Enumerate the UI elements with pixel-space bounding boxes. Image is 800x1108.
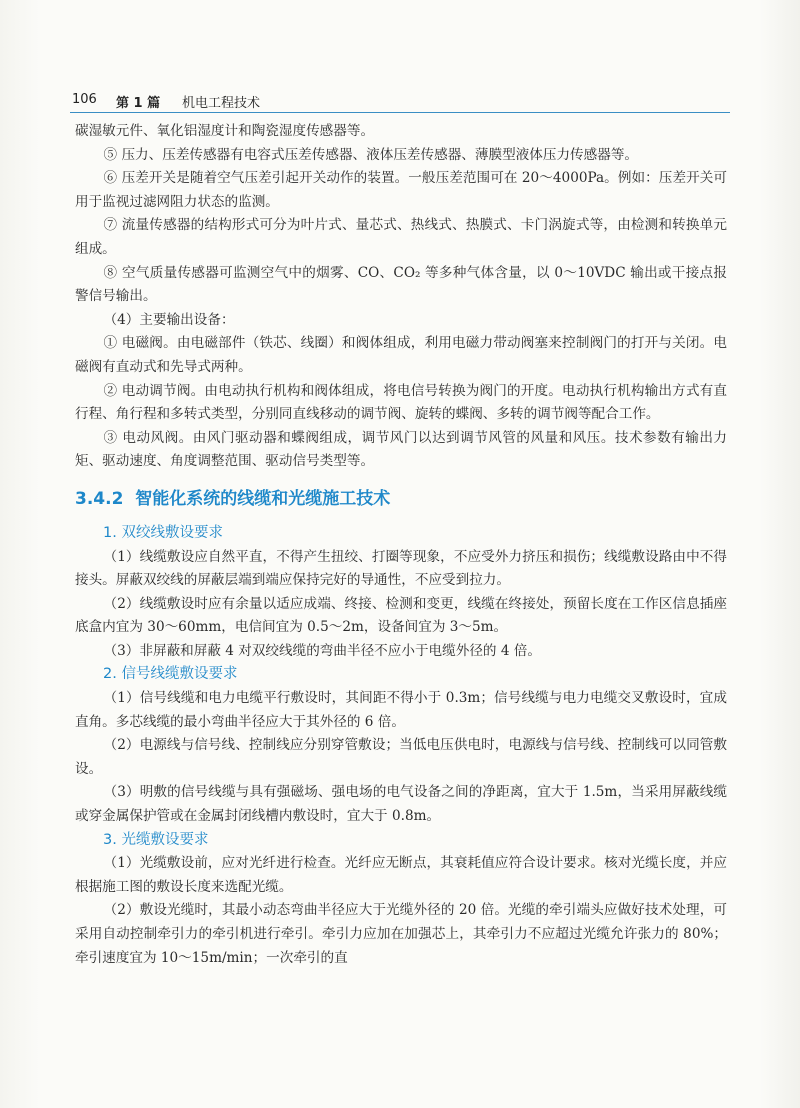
paragraph-solenoid-valve: ① 电磁阀。由电磁部件（铁芯、线圈）和阀体组成，利用电磁力带动阀塞来控制阀门的打开与关闭。电磁阀有直动式和先导式两种。 [75,335,727,375]
subsection-heading-twisted-pair: 1. 双绞线敷设要求 [103,524,223,541]
paragraph: （1）光缆敷设前，应对光纤进行检查。光纤应无断点，其衰耗值应符合设计要求。核对光缆长度，并应根据施工图的敷设长度来选配光缆。 [75,855,727,895]
paragraph-electric-control-valve: ② 电动调节阀。由电动执行机构和阀体组成，将电信号转换为阀门的开度。电动执行机构输出方式有直行程、角行程和多转式类型，分别同直线移动的调节阀、旋转的蝶阀、多转的调节阀等配合工作。 [75,382,727,423]
paragraph: （3）明敷的信号线缆与具有强磁场、强电场的电气设备之间的净距离，宜大于 1.5m，当采用屏蔽线缆或穿金属保护管或在金属封闭线槽内敷设时，宜大于 0.8m。 [75,784,727,825]
paragraph-electric-damper: ③ 电动风阀。由风门驱动器和蝶阀组成，调节风门以达到调节风管的风量和风压。技术参数有输出力矩、驱动速度、角度调整范围、驱动信号类型等。 [75,429,727,470]
subsection-heading-optical-cable: 3. 光缆敷设要求 [103,831,209,848]
paragraph: （1）信号线缆和电力电缆平行敷设时，其间距不得小于 0.3m；信号线缆与电力电缆交叉敷设时，宜成直角。多芯线缆的最小弯曲半径应大于其外径的 6 倍。 [75,690,727,730]
paragraph-pressure-sensor: ⑤ 压力、压差传感器有电容式压差传感器、液体压差传感器、薄膜型液体压力传感器等。 [103,146,639,163]
section-title: 智能化系统的线缆和光缆施工技术 [135,488,391,509]
page-number: 106 [72,92,97,107]
section-number: 3.4.2 [75,488,124,509]
paragraph-air-quality-sensor: ⑧ 空气质量传感器可监测空气中的烟雾、CO、CO₂ 等多种气体含量，以 0～10VDC 输出或干接点报警信号输出。 [75,264,727,305]
page-header [70,90,730,113]
paragraph-output-devices: （4）主要输出设备： [103,311,235,328]
paragraph: （2）线缆敷设时应有余量以适应成端、终接、检测和变更，线缆在终接处，预留长度在工作区信息插座底盒内宜为 30～60mm，电信间宜为 0.5～2m，设备间宜为 3～5m。 [75,595,727,636]
paragraph-flow-sensor: ⑦ 流量传感器的结构形式可分为叶片式、量芯式、热线式、热膜式、卡门涡旋式等，由检测和转换单元组成。 [75,217,727,257]
part-label: 第 1 篇 [116,96,161,111]
paragraph: （2）敷设光缆时，其最小动态弯曲半径应大于光缆外径的 20 倍。光缆的牵引端头应做好技术处理，可采用自动控制牵引力的牵引机进行牵引。牵引力应加在加强芯上，其牵引力不应超过光缆允许张力的 80%；牵引速度宜为 10～15m/min；一次牵引的直 [75,902,727,966]
paragraph: （3）非屏蔽和屏蔽 4 对双绞线缆的弯曲半径不应小于电缆外径的 4 倍。 [103,642,541,659]
paragraph-pressure-switch: ⑥ 压差开关是随着空气压差引起开关动作的装置。一般压差范围可在 20～4000Pa。例如：压差开关可用于监视过滤网阻力状态的监测。 [75,170,727,210]
page-body [75,120,727,970]
paragraph: （1）线缆敷设应自然平直，不得产生扭绞、打圈等现象，不应受外力挤压和损伤；线缆敷设路由中不得接头。屏蔽双绞线的屏蔽层端到端应保持完好的导通性，不应受到拉力。 [75,548,727,589]
part-title: 机电工程技术 [182,96,261,111]
paragraph-continuation: 碳湿敏元件、氧化铝湿度计和陶瓷湿度传感器等。 [75,123,375,139]
subsection-heading-signal-cable: 2. 信号线缆敷设要求 [103,666,238,683]
paragraph: （2）电源线与信号线、控制线应分别穿管敷设；当低电压供电时，电源线与信号线、控制线可以同管敷设。 [75,737,727,777]
section-heading [75,486,727,512]
